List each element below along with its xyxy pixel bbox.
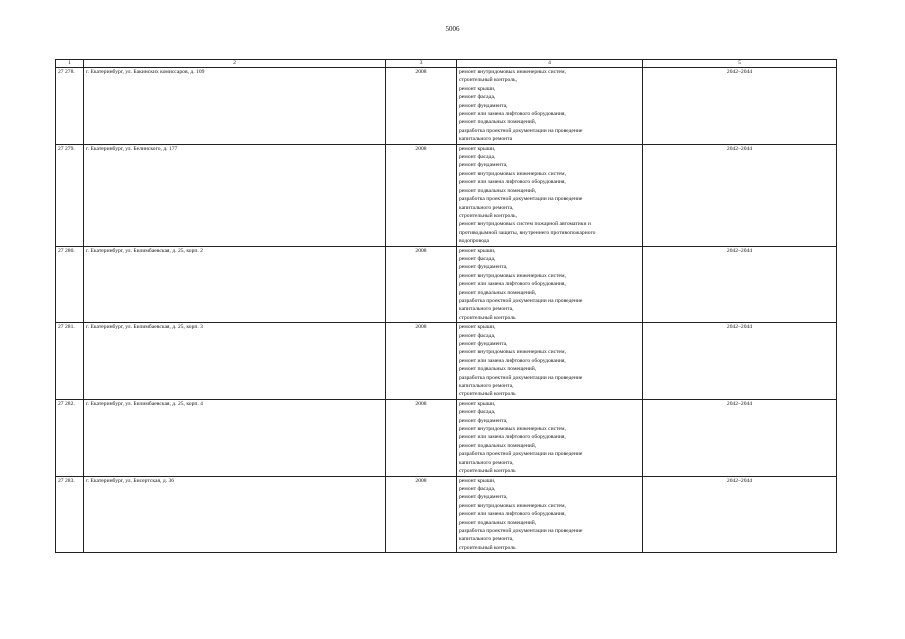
work-item: ремонт подвальных помещений, (459, 519, 537, 526)
work-item: ремонт фундамента, (459, 417, 508, 424)
row-number: 27 280. (56, 246, 84, 323)
table-body (56, 68, 837, 553)
row-number: 27 278. (56, 68, 84, 145)
row-period: 2042–2044 (643, 476, 837, 553)
work-item: разработка проектной документации на проведение (459, 374, 583, 381)
row-period: 2042–2044 (643, 246, 837, 323)
row-works (457, 246, 643, 323)
row-number: 27 283. (56, 476, 84, 553)
work-item: ремонт подвальных помещений, (459, 187, 537, 194)
work-item: ремонт крыши, (459, 324, 496, 331)
row-address: г. Екатеринбург, ул. Билимбаевская, д. 25, корп. 4 (84, 399, 386, 476)
work-item: капитального ремонта, (459, 459, 514, 466)
work-item: ремонт крыши, (459, 247, 496, 254)
table-row (56, 476, 837, 553)
row-year: 2008 (386, 323, 457, 400)
table-row (56, 323, 837, 400)
work-item: ремонт внутридомовых инженерных систем, (459, 69, 566, 75)
work-item: ремонт или замена лифтового оборудования, (459, 179, 566, 186)
table-row (56, 68, 837, 145)
work-item: ремонт подвальных помещений, (459, 442, 537, 449)
row-number: 27 279. (56, 144, 84, 246)
column-header-4: 4 (457, 60, 643, 68)
row-number: 27 281. (56, 323, 84, 400)
work-item: противодымной защиты, внутреннего противопожарного (459, 229, 596, 236)
column-header-5: 5 (643, 60, 837, 68)
row-year: 2008 (386, 399, 457, 476)
work-item: ремонт фасада, (459, 409, 496, 416)
table-row (56, 246, 837, 323)
work-item: ремонт внутридомовых инженерных систем, (459, 170, 566, 177)
work-item: ремонт крыши, (459, 400, 496, 407)
work-item: капитального ремонта (459, 136, 513, 143)
table-row (56, 144, 837, 246)
column-header-2: 2 (84, 60, 386, 68)
work-item: ремонт фасада, (459, 255, 496, 262)
row-year: 2008 (386, 68, 457, 145)
work-item: ремонт внутридомовых инженерных систем, (459, 502, 566, 509)
work-item: водопровода (459, 238, 490, 245)
work-item: разработка проектной документации на проведение (459, 527, 583, 534)
work-item: разработка проектной документации на проведение (459, 127, 583, 134)
work-item: ремонт фундамента, (459, 494, 508, 501)
page-number: 5006 (445, 25, 460, 33)
work-item: ремонт или замена лифтового оборудования, (459, 357, 566, 364)
column-header-3: 3 (386, 60, 457, 68)
row-works (457, 144, 643, 246)
work-item: ремонт внутридомовых инженерных систем, (459, 272, 566, 279)
row-year: 2008 (386, 144, 457, 246)
work-item: ремонт фундамента, (459, 264, 508, 271)
header-row (56, 60, 837, 68)
work-item: ремонт фундамента, (459, 341, 508, 347)
work-item: ремонт фасада, (459, 485, 496, 492)
work-item: разработка проектной документации на проведение (459, 196, 583, 203)
column-header-1: 1 (56, 60, 84, 68)
registry-table (55, 59, 837, 553)
work-item: ремонт внутридомовых систем пожарной автоматики и (459, 221, 591, 228)
work-item: ремонт крыши, (459, 145, 496, 152)
work-item: ремонт подвальных помещений, (459, 366, 537, 373)
row-address: г. Екатеринбург, ул. Белинского, д. 177 (84, 144, 386, 246)
work-item: строительный контроль (459, 391, 516, 398)
row-number: 27 282. (56, 399, 84, 476)
work-item: ремонт подвальных помещений, (459, 289, 537, 296)
work-item: ремонт или замена лифтового оборудования, (459, 281, 566, 288)
work-item: ремонт или замена лифтового оборудования, (459, 434, 566, 441)
work-item: капитального ремонта, (459, 536, 514, 543)
work-item: ремонт или замена лифтового оборудования, (459, 111, 566, 118)
work-item: строительный контроль (459, 544, 516, 551)
row-address: г. Екатеринбург, ул. Билимбаевская, д. 25, корп. 2 (84, 246, 386, 323)
work-item: ремонт внутридомовых инженерных систем, (459, 426, 566, 433)
work-item: капитального ремонта, (459, 204, 514, 211)
work-item: ремонт фасада, (459, 154, 496, 161)
work-item: капитального ремонта, (459, 306, 514, 313)
row-address: г. Екатеринбург, ул. Бисертская, д. 36 (84, 476, 386, 553)
row-works (457, 68, 643, 145)
row-period: 2042–2044 (643, 323, 837, 400)
work-item: ремонт фасада, (459, 94, 496, 101)
row-year: 2008 (386, 246, 457, 323)
work-item: ремонт фундамента, (459, 162, 508, 169)
work-item: строительный контроль (459, 468, 516, 475)
work-item: капитального ремонта, (459, 383, 514, 390)
row-year: 2008 (386, 476, 457, 553)
work-item: ремонт или замена лифтового оборудования, (459, 511, 566, 518)
work-item: ремонт фундамента, (459, 102, 508, 109)
row-works (457, 323, 643, 400)
row-works (457, 476, 643, 553)
work-item: строительный контроль, (459, 212, 517, 219)
work-item: разработка проектной документации на проведение (459, 297, 583, 304)
work-item: ремонт крыши, (459, 85, 496, 92)
row-period: 2042–2044 (643, 68, 837, 145)
work-item: строительный контроль, (459, 77, 517, 84)
work-item: ремонт подвальных помещений, (459, 119, 537, 126)
work-item: ремонт фасада, (459, 332, 496, 339)
row-period: 2042–2044 (643, 144, 837, 246)
table-header (56, 60, 837, 68)
work-item: ремонт крыши, (459, 477, 496, 484)
row-period: 2042–2044 (643, 399, 837, 476)
table-row (56, 399, 837, 476)
work-item: строительный контроль (459, 314, 516, 321)
work-item: разработка проектной документации на проведение (459, 451, 583, 458)
row-address: г. Екатеринбург, ул. Бакинских комиссаров, д. 109 (84, 68, 386, 145)
row-works (457, 399, 643, 476)
row-address: г. Екатеринбург, ул. Билимбаевская, д. 25, корп. 3 (84, 323, 386, 400)
work-item: ремонт внутридомовых инженерных систем, (459, 349, 566, 356)
